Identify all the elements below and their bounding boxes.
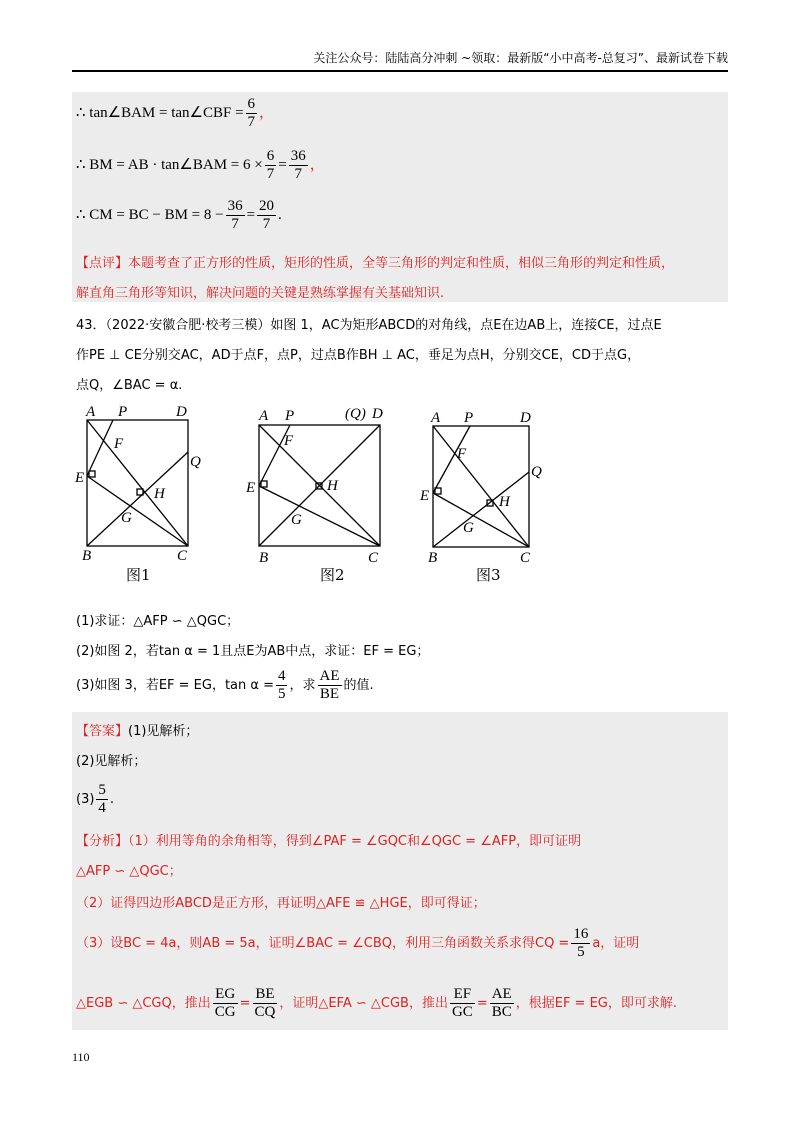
svg-text:H: H xyxy=(154,486,165,502)
answer-line-1: 【答案】(1)见解析； xyxy=(76,724,199,739)
svg-text:F: F xyxy=(114,436,124,452)
svg-text:C: C xyxy=(368,550,379,566)
equation-line-2: ∴ BM = AB · tan∠BAM = 6 × $\frac{6}{7}$ = $\frac{36}{7}$ ， xyxy=(76,148,325,182)
svg-text:A: A xyxy=(86,404,96,420)
svg-text:G: G xyxy=(291,512,302,528)
svg-text:图2: 图2 xyxy=(320,566,345,584)
svg-text:(Q): (Q) xyxy=(345,406,366,422)
equation-line-1: ∴ tan∠BAM = tan∠CBF = $\frac{6}{7}$ ， xyxy=(76,96,275,130)
analysis-line-3: （3）设BC = 4a，则AB = 5a，证明∠BAC = ∠CBQ，利用三角函数关系求得CQ = $\frac{16}{5}$ a，证明 xyxy=(76,926,640,960)
svg-text:B: B xyxy=(428,550,438,566)
svg-text:A: A xyxy=(431,410,441,426)
svg-text:B: B xyxy=(82,548,92,564)
svg-text:F: F xyxy=(284,433,294,449)
svg-text:Q: Q xyxy=(531,464,542,480)
svg-text:D: D xyxy=(520,410,531,426)
svg-text:D: D xyxy=(176,404,187,420)
problem-line-2: 作PE ⊥ CE分别交AC，AD于点F，点P，过点B作BH ⊥ AC，垂足为点H，分别交CE，CD于点G， xyxy=(76,348,641,363)
equation-line-3: ∴ CM = BC − BM = 8 − $\frac{36}{7}$ = $\frac{20}{7}$ . xyxy=(76,198,282,232)
geometry-figures xyxy=(0,400,800,590)
svg-text:E: E xyxy=(246,480,256,496)
svg-text:E: E xyxy=(420,488,430,504)
question-3: (3)如图 3，若EF = EG，tan α = $\frac{4}{5}$ ，求 $\frac{AE}{BE}$ 的值. xyxy=(76,668,374,702)
svg-text:图3: 图3 xyxy=(476,566,501,584)
svg-text:图1: 图1 xyxy=(126,566,151,584)
analysis-line-2: （2）证得四边形ABCD是正方形，再证明△AFE ≌ △HGE，即可得证； xyxy=(76,896,486,911)
page-header: 关注公众号：陆陆高分冲刺 ~领取：最新版“小中高考-总复习”、最新试卷下载 xyxy=(72,46,728,72)
comment-line-1: 【点评】本题考查了正方形的性质，矩形的性质，全等三角形的判定和性质，相似三角形的判定和性质， xyxy=(76,256,675,271)
svg-text:D: D xyxy=(372,406,383,422)
page-number: 110 xyxy=(72,1050,90,1064)
svg-text:P: P xyxy=(464,410,474,426)
analysis-line-1: 【分析】（1）利用等角的余角相等，得到∠PAF = ∠GQC和∠QGC = ∠AFP，即可证明 xyxy=(76,834,582,849)
comment-line-2: 解直角三角形等知识，解决问题的关键是熟练掌握有关基础知识. xyxy=(76,286,445,301)
question-2: (2)如图 2，若tan α = 1且点E为AB中点，求证：EF = EG； xyxy=(76,644,430,659)
answer-line-2: (2)见解析； xyxy=(76,754,147,769)
svg-text:E: E xyxy=(75,470,85,486)
svg-text:F: F xyxy=(457,446,467,462)
problem-line-3: 点Q，∠BAC = α. xyxy=(76,378,183,393)
svg-text:H: H xyxy=(327,478,338,494)
analysis-line-4: △EGB ∽ △CGQ，推出 $\frac{EG}{CG}$ = $\frac{BE}{CQ}$ ，证明△EFA ∽ △CGB，推出 $\frac{EF}{GC}$ = $\frac{AE}{BC}$ ，根据EF = EG，即可求解. xyxy=(76,986,678,1020)
answer-line-3: (3) $\frac{5}{4}$ . xyxy=(76,782,115,816)
analysis-line-1b: △AFP ∽ △QGC； xyxy=(76,864,182,879)
svg-text:A: A xyxy=(259,408,269,424)
problem-line-1: 43．（2022·安徽合肥·校考三模）如图 1，AC为矩形ABCD的对角线，点E在边AB上，连接CE，过点E xyxy=(76,318,662,333)
svg-text:P: P xyxy=(285,408,295,424)
svg-text:Q: Q xyxy=(190,454,201,470)
svg-text:C: C xyxy=(177,548,188,564)
svg-text:C: C xyxy=(520,550,531,566)
svg-text:G: G xyxy=(121,510,132,526)
question-1: (1)求证：△AFP ∽ △QGC； xyxy=(76,614,240,629)
svg-text:P: P xyxy=(118,404,128,420)
svg-text:H: H xyxy=(499,494,510,510)
svg-text:G: G xyxy=(463,520,474,536)
svg-text:B: B xyxy=(259,550,269,566)
